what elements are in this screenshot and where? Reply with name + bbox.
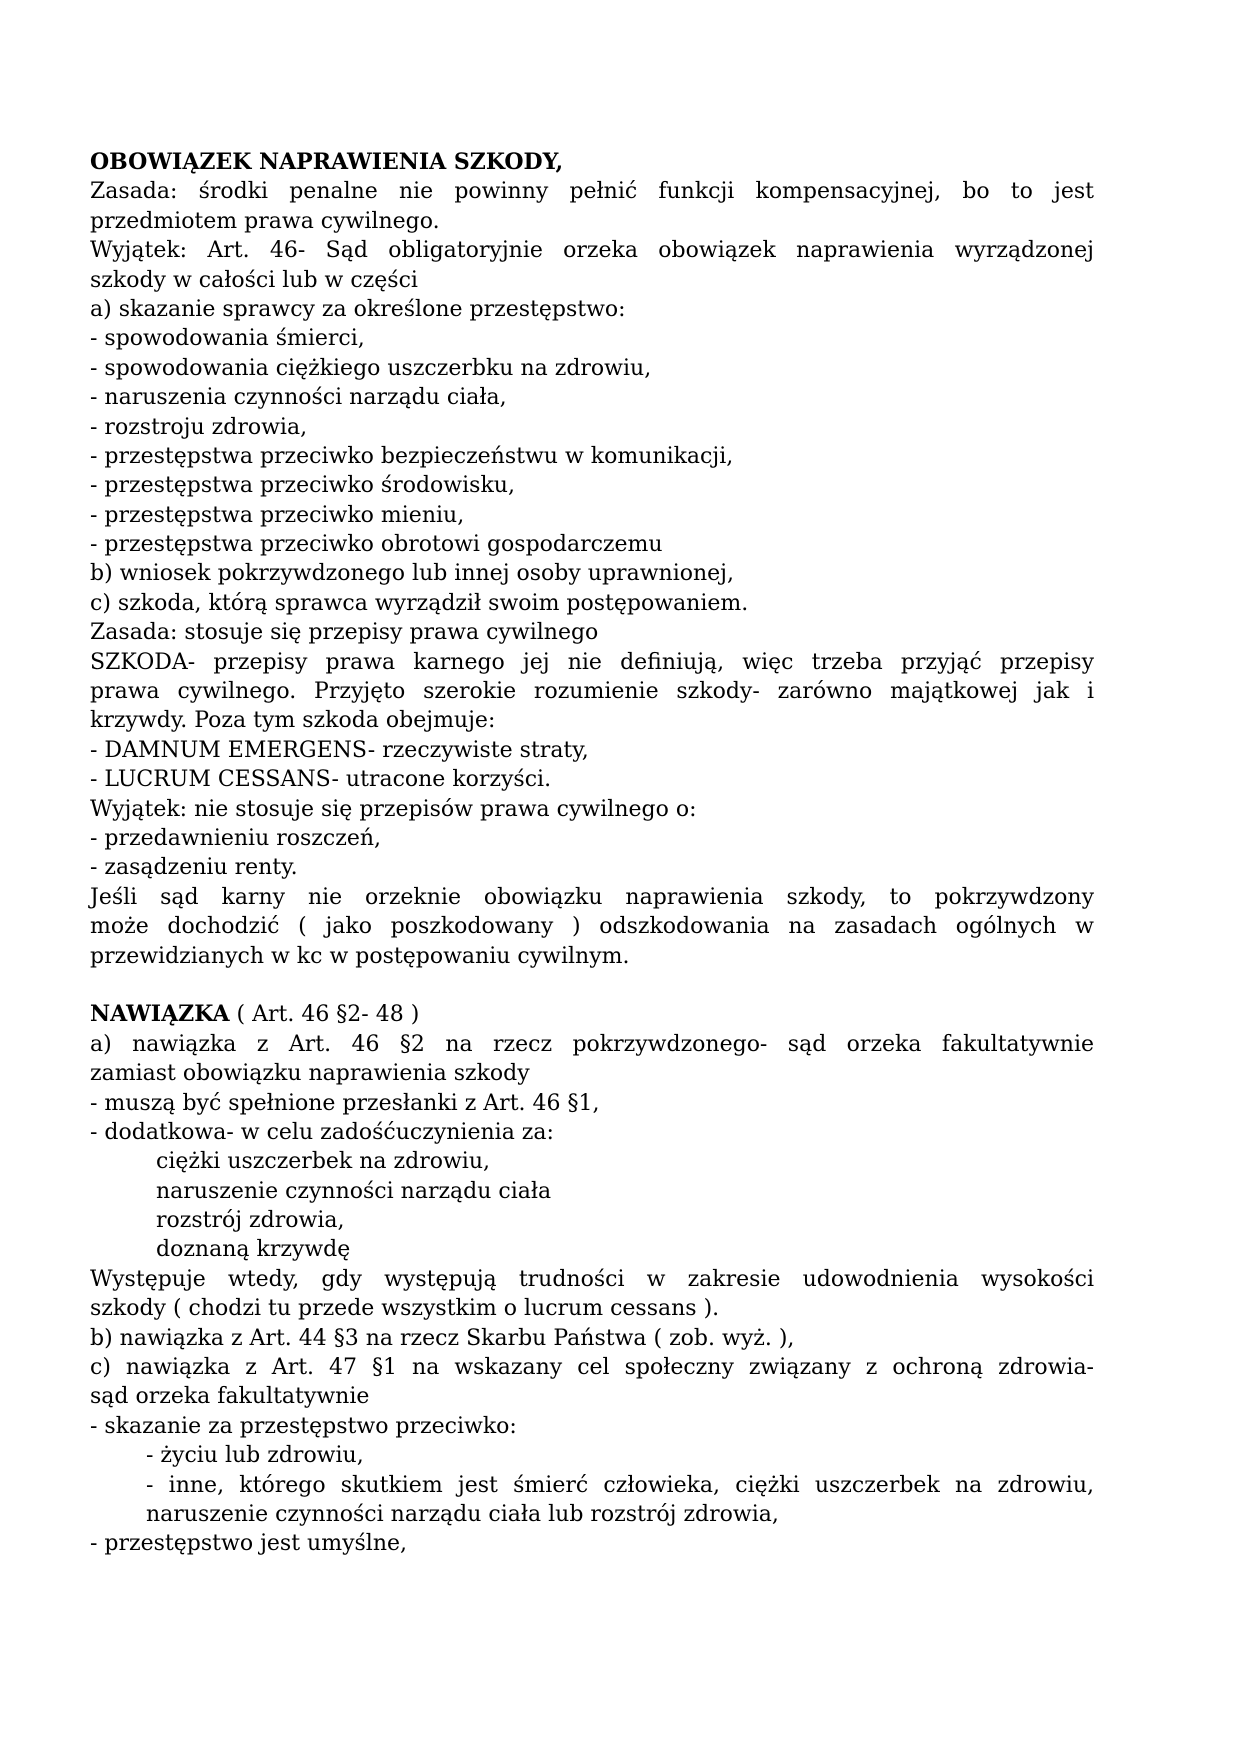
text-line: zamiast obowiązku naprawienia szkody bbox=[90, 1061, 530, 1087]
section-title-nawiazka-ref: ( Art. 46 §2- 48 ) bbox=[229, 1002, 420, 1028]
section-title-obowiazek: OBOWIĄZEK NAPRAWIENIA SZKODY, bbox=[90, 149, 564, 175]
text-line: b) nawiązka z Art. 44 §3 na rzecz Skarbu Państwa ( zob. wyż. ), bbox=[90, 1325, 795, 1351]
text-line: doznaną krzywdę bbox=[156, 1237, 351, 1263]
section-title-nawiazka: NAWIĄZKA bbox=[90, 1001, 230, 1028]
text-line: - muszą być spełnione przesłanki z Art. 46 §1, bbox=[90, 1090, 600, 1116]
text-line: szkody w całości lub w części bbox=[90, 267, 418, 293]
text-line: prawa cywilnego. Przyjęto szerokie rozumienie szkody- zarówno majątkowej jak i bbox=[90, 679, 1094, 705]
text-line: Występuje wtedy, gdy występują trudności w zakresie udowodnienia wysokości bbox=[90, 1266, 1094, 1292]
text-line: - inne, którego skutkiem jest śmierć człowieka, ciężki uszczerbek na zdrowiu, bbox=[146, 1472, 1094, 1498]
text-line: a) skazanie sprawcy za określone przestępstwo: bbox=[90, 296, 626, 322]
section-title-line-nawiazka bbox=[90, 1000, 1094, 1029]
text-line: szkody ( chodzi tu przede wszystkim o lucrum cessans ). bbox=[90, 1296, 720, 1322]
text-line: naruszenie czynności narządu ciała lub rozstrój zdrowia, bbox=[146, 1501, 779, 1527]
text-line: c) szkoda, którą sprawca wyrządził swoim postępowaniem. bbox=[90, 590, 749, 616]
text-line: naruszenie czynności narządu ciała bbox=[156, 1178, 552, 1204]
text-line: Jeśli sąd karny nie orzeknie obowiązku naprawienia szkody, to pokrzywdzony bbox=[90, 884, 1094, 910]
text-line: - życiu lub zdrowiu, bbox=[146, 1443, 364, 1469]
text-line: - LUCRUM CESSANS- utracone korzyści. bbox=[90, 767, 552, 793]
text-line: Wyjątek: Art. 46- Sąd obligatoryjnie orzeka obowiązek naprawienia wyrządzonej bbox=[90, 238, 1094, 264]
text-line: - rozstroju zdrowia, bbox=[90, 414, 308, 440]
text-line: Wyjątek: nie stosuje się przepisów prawa cywilnego o: bbox=[90, 796, 697, 822]
text-line: SZKODA- przepisy prawa karnego jej nie definiują, więc trzeba przyjąć przepisy bbox=[90, 649, 1094, 675]
text-line: - przestępstwo jest umyślne, bbox=[90, 1531, 408, 1557]
text-line: może dochodzić ( jako poszkodowany ) odszkodowania na zasadach ogólnych w bbox=[90, 914, 1094, 940]
text-line: - naruszenia czynności narządu ciała, bbox=[90, 385, 507, 411]
text-line: - dodatkowa- w celu zadośćuczynienia za: bbox=[90, 1119, 554, 1145]
section-nawiazka-body bbox=[90, 1030, 1094, 1559]
text-line: - spowodowania śmierci, bbox=[90, 326, 365, 352]
text-line: - przestępstwa przeciwko środowisku, bbox=[90, 473, 515, 499]
text-line: przedmiotem prawa cywilnego. bbox=[90, 208, 440, 234]
section-obowiazek-body bbox=[90, 177, 1094, 971]
text-line: krzywdy. Poza tym szkoda obejmuje: bbox=[90, 708, 496, 734]
document-page bbox=[90, 148, 1094, 1559]
text-line: - przestępstwa przeciwko mieniu, bbox=[90, 502, 465, 528]
text-line: - przestępstwa przeciwko bezpieczeństwu w komunikacji, bbox=[90, 443, 734, 469]
text-line: - spowodowania ciężkiego uszczerbku na zdrowiu, bbox=[90, 355, 652, 381]
text-line: - zasądzeniu renty. bbox=[90, 855, 298, 881]
text-line: a) nawiązka z Art. 46 §2 na rzecz pokrzywdzonego- sąd orzeka fakultatywnie bbox=[90, 1031, 1094, 1057]
text-line: b) wniosek pokrzywdzonego lub innej osoby uprawnionej, bbox=[90, 561, 734, 587]
text-line: Zasada: środki penalne nie powinny pełnić funkcji kompensacyjnej, bo to jest bbox=[90, 179, 1094, 205]
text-line: c) nawiązka z Art. 47 §1 na wskazany cel społeczny związany z ochroną zdrowia- bbox=[90, 1355, 1094, 1381]
text-line: - przestępstwa przeciwko obrotowi gospodarczemu bbox=[90, 532, 663, 558]
text-line: - skazanie za przestępstwo przeciwko: bbox=[90, 1413, 517, 1439]
text-line: przewidzianych w kc w postępowaniu cywilnym. bbox=[90, 943, 630, 969]
text-line: sąd orzeka fakultatywnie bbox=[90, 1384, 370, 1410]
text-line: Zasada: stosuje się przepisy prawa cywilnego bbox=[90, 620, 599, 646]
text-line: ciężki uszczerbek na zdrowiu, bbox=[156, 1149, 490, 1175]
text-line: - przedawnieniu roszczeń, bbox=[90, 825, 381, 851]
text-line: rozstrój zdrowia, bbox=[156, 1208, 345, 1234]
text-line: - DAMNUM EMERGENS- rzeczywiste straty, bbox=[90, 737, 589, 763]
section-gap bbox=[90, 971, 1094, 1000]
